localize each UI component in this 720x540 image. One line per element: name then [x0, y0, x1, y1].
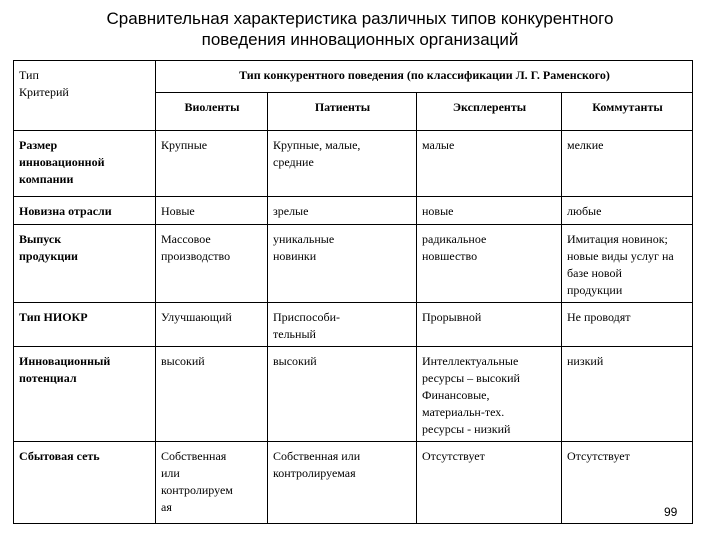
value-text: тельный [273, 327, 316, 341]
table-header-row [14, 61, 693, 93]
criterion-text: продукции [19, 249, 78, 263]
value-text: продукции [567, 283, 623, 297]
criterion-text: потенциал [19, 371, 77, 385]
value-cell [268, 442, 417, 524]
value-cell [417, 225, 562, 303]
corner-criterion-label: Критерий [19, 85, 69, 99]
value-cell [562, 197, 693, 225]
criterion-cell [14, 131, 156, 197]
criterion-cell [14, 197, 156, 225]
value-text: малые [422, 138, 455, 152]
value-cell [562, 347, 693, 442]
value-text: зрелые [273, 204, 309, 218]
criterion-cell [14, 225, 156, 303]
value-text: Собственная [161, 449, 227, 463]
column-header-commutants: Коммутанты [562, 93, 693, 131]
criterion-text: Размер [19, 138, 58, 152]
criterion-cell [14, 303, 156, 347]
value-text: Крупные, малые, [273, 138, 361, 152]
value-text: средние [273, 155, 314, 169]
value-text: любые [567, 204, 602, 218]
value-cell [268, 131, 417, 197]
criterion-text: Сбытовая сеть [19, 449, 100, 463]
value-text: низкий [567, 354, 604, 368]
value-text: новинки [273, 249, 317, 263]
value-text: радикальное [422, 232, 487, 246]
value-text: Финансовые, [422, 388, 490, 402]
value-text: Массовое [161, 232, 211, 246]
value-text: новые [422, 204, 454, 218]
value-text: Крупные [161, 138, 208, 152]
value-text: контролируем [161, 483, 233, 497]
slide-title-line-1: Сравнительная характеристика различных типов конкурентного [106, 9, 614, 28]
slide-title [40, 8, 680, 50]
criterion-text: Новизна отрасли [19, 204, 112, 218]
value-cell [562, 303, 693, 347]
table-row [14, 442, 693, 524]
value-text: новшество [422, 249, 478, 263]
value-text: Не проводят [567, 310, 631, 324]
value-text: материальн-тех. [422, 405, 505, 419]
criterion-cell [14, 442, 156, 524]
column-header-patients: Патиенты [268, 93, 417, 131]
value-cell [156, 442, 268, 524]
value-cell [156, 197, 268, 225]
value-text: мелкие [567, 138, 604, 152]
value-cell [156, 131, 268, 197]
comparison-table [13, 60, 693, 524]
value-text: ая [161, 500, 172, 514]
value-cell [417, 442, 562, 524]
value-cell [562, 131, 693, 197]
criterion-text: Тип НИОКР [19, 310, 88, 324]
value-text: Отсутствует [567, 449, 630, 463]
value-text: новые виды услуг на [567, 249, 674, 263]
value-cell [156, 347, 268, 442]
value-cell [268, 303, 417, 347]
column-header-violents: Виоленты [156, 93, 268, 131]
value-text: Собственная или [273, 449, 361, 463]
column-header-explerents: Эксплеренты [417, 93, 562, 131]
table-row [14, 197, 693, 225]
value-text: ресурсы - низкий [422, 422, 511, 436]
criterion-text: Инновационный [19, 354, 111, 368]
value-text: Новые [161, 204, 195, 218]
value-text: Прорывной [422, 310, 482, 324]
value-text: производство [161, 249, 231, 263]
page-number: 99 [664, 505, 678, 519]
corner-type-label: Тип [19, 68, 39, 82]
value-cell [156, 303, 268, 347]
value-cell [156, 225, 268, 303]
value-cell [417, 197, 562, 225]
value-text: уникальные [273, 232, 335, 246]
criterion-text: инновационной [19, 155, 105, 169]
value-text: Приспособи- [273, 310, 340, 324]
value-cell [268, 225, 417, 303]
value-cell [268, 197, 417, 225]
value-text: или [161, 466, 180, 480]
value-text: контролируемая [273, 466, 356, 480]
value-text: Отсутствует [422, 449, 485, 463]
value-text: ресурсы – высокий [422, 371, 520, 385]
criterion-cell [14, 347, 156, 442]
corner-header-cell [14, 61, 156, 131]
value-cell [562, 225, 693, 303]
group-header-cell: Тип конкурентного поведения (по классификации Л. Г. Раменского) [156, 61, 693, 93]
table-row [14, 225, 693, 303]
value-cell [268, 347, 417, 442]
value-text: Имитация новинок; [567, 232, 668, 246]
table-row [14, 303, 693, 347]
value-text: Улучшающий [161, 310, 232, 324]
value-text: Интеллектуальные [422, 354, 519, 368]
value-cell [417, 303, 562, 347]
table-row [14, 131, 693, 197]
table-row [14, 347, 693, 442]
value-cell [417, 131, 562, 197]
slide-title-line-2: поведения инновационных организаций [201, 30, 519, 49]
criterion-text: Выпуск [19, 232, 62, 246]
value-text: высокий [273, 354, 317, 368]
criterion-text: компании [19, 172, 74, 186]
value-text: базе новой [567, 266, 622, 280]
value-text: высокий [161, 354, 205, 368]
value-cell [417, 347, 562, 442]
